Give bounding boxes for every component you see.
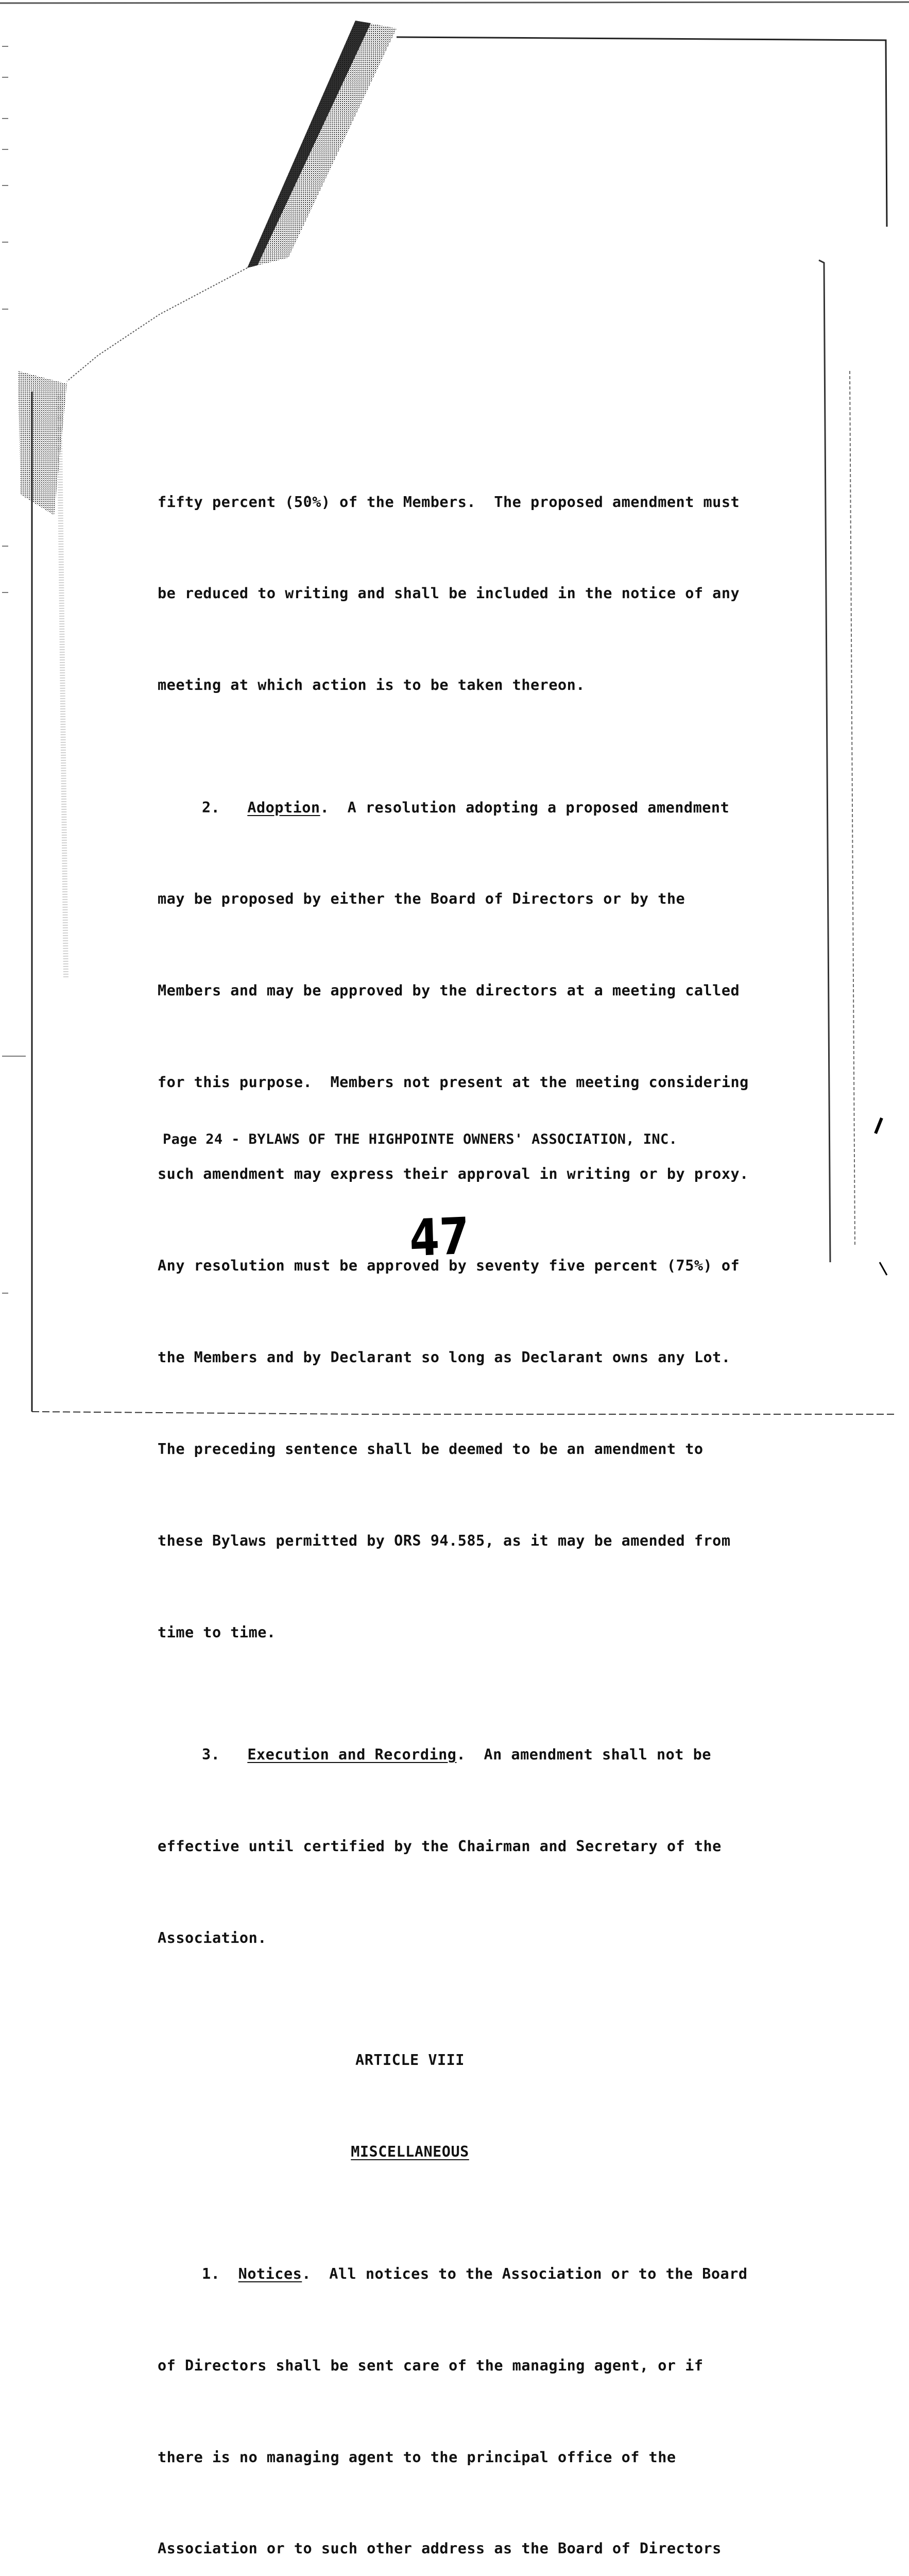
fold-dark-edge	[247, 21, 371, 268]
right-margin-mark	[876, 1118, 882, 1133]
text-line: Members and may be approved by the directors at a meeting called	[158, 982, 740, 999]
text-span: . All notices to the Association or to the Board	[302, 2265, 748, 2282]
section-number: 2.	[202, 799, 220, 816]
section-heading-execution: Execution and Recording	[247, 1745, 457, 1763]
article-title: ARTICLE VIII	[355, 2051, 465, 2069]
text-line: the Members and by Declarant so long as Declarant owns any Lot.	[158, 1348, 731, 1366]
section-2-first-line	[158, 792, 750, 823]
page-border-right-inner	[819, 260, 830, 1262]
page-footer: Page 24 - BYLAWS OF THE HIGHPOINTE OWNERS' ASSOCIATION, INC.	[163, 1131, 678, 1147]
text-line: Any resolution must be approved by seventy five percent (75%) of	[158, 1257, 740, 1275]
section-heading-adoption: Adoption	[247, 799, 320, 816]
text-line: The preceding sentence shall be deemed to be an amendment to	[158, 1440, 704, 1458]
top-scan-edge	[0, 2, 909, 3]
text-line: Association or to such other address as the Board of Directors	[158, 2540, 722, 2557]
article-subtitle	[158, 2137, 750, 2167]
text-line: such amendment may express their approval in writing or by proxy.	[158, 1165, 749, 1183]
notices-first-line	[158, 2259, 750, 2289]
text-line: Association.	[158, 1929, 267, 1946]
article-subtitle-text: MISCELLANEOUS	[351, 2143, 469, 2160]
section-number: 3.	[202, 1745, 220, 1763]
text-line: may be proposed by either the Board of Directors or by the	[158, 890, 685, 908]
text-line: be reduced to writing and shall be included in the notice of any	[158, 585, 740, 602]
fold-crease	[67, 268, 247, 381]
left-margin-ticks	[2, 46, 26, 1293]
text-line: effective until certified by the Chairman and Secretary of the	[158, 1837, 722, 1855]
right-margin-mark-2	[880, 1262, 887, 1275]
handwritten-page-number: 47	[408, 1207, 470, 1268]
page-border-right-outer	[850, 371, 855, 1247]
text-line: time to time.	[158, 1623, 276, 1641]
document-body	[158, 426, 750, 2576]
text-line: of Directors shall be sent care of the managing agent, or if	[158, 2357, 704, 2374]
text-span: . A resolution adopting a proposed amendment	[320, 799, 730, 816]
text-line: fifty percent (50%) of the Members. The proposed amendment must	[158, 493, 740, 511]
section-number: 1.	[202, 2265, 220, 2282]
text-line: for this purpose. Members not present at the meeting considering	[158, 1074, 749, 1091]
left-speckle-column	[59, 392, 66, 979]
text-span: . An amendment shall not be	[456, 1745, 711, 1763]
text-line: meeting at which action is to be taken thereon.	[158, 676, 585, 694]
section-heading-notices: Notices	[238, 2265, 302, 2282]
page-border-top	[397, 37, 887, 227]
text-line: there is no managing agent to the principal office of the	[158, 2448, 676, 2466]
section-3-first-line	[158, 1739, 750, 1770]
text-line: these Bylaws permitted by ORS 94.585, as it may be amended from	[158, 1532, 731, 1549]
